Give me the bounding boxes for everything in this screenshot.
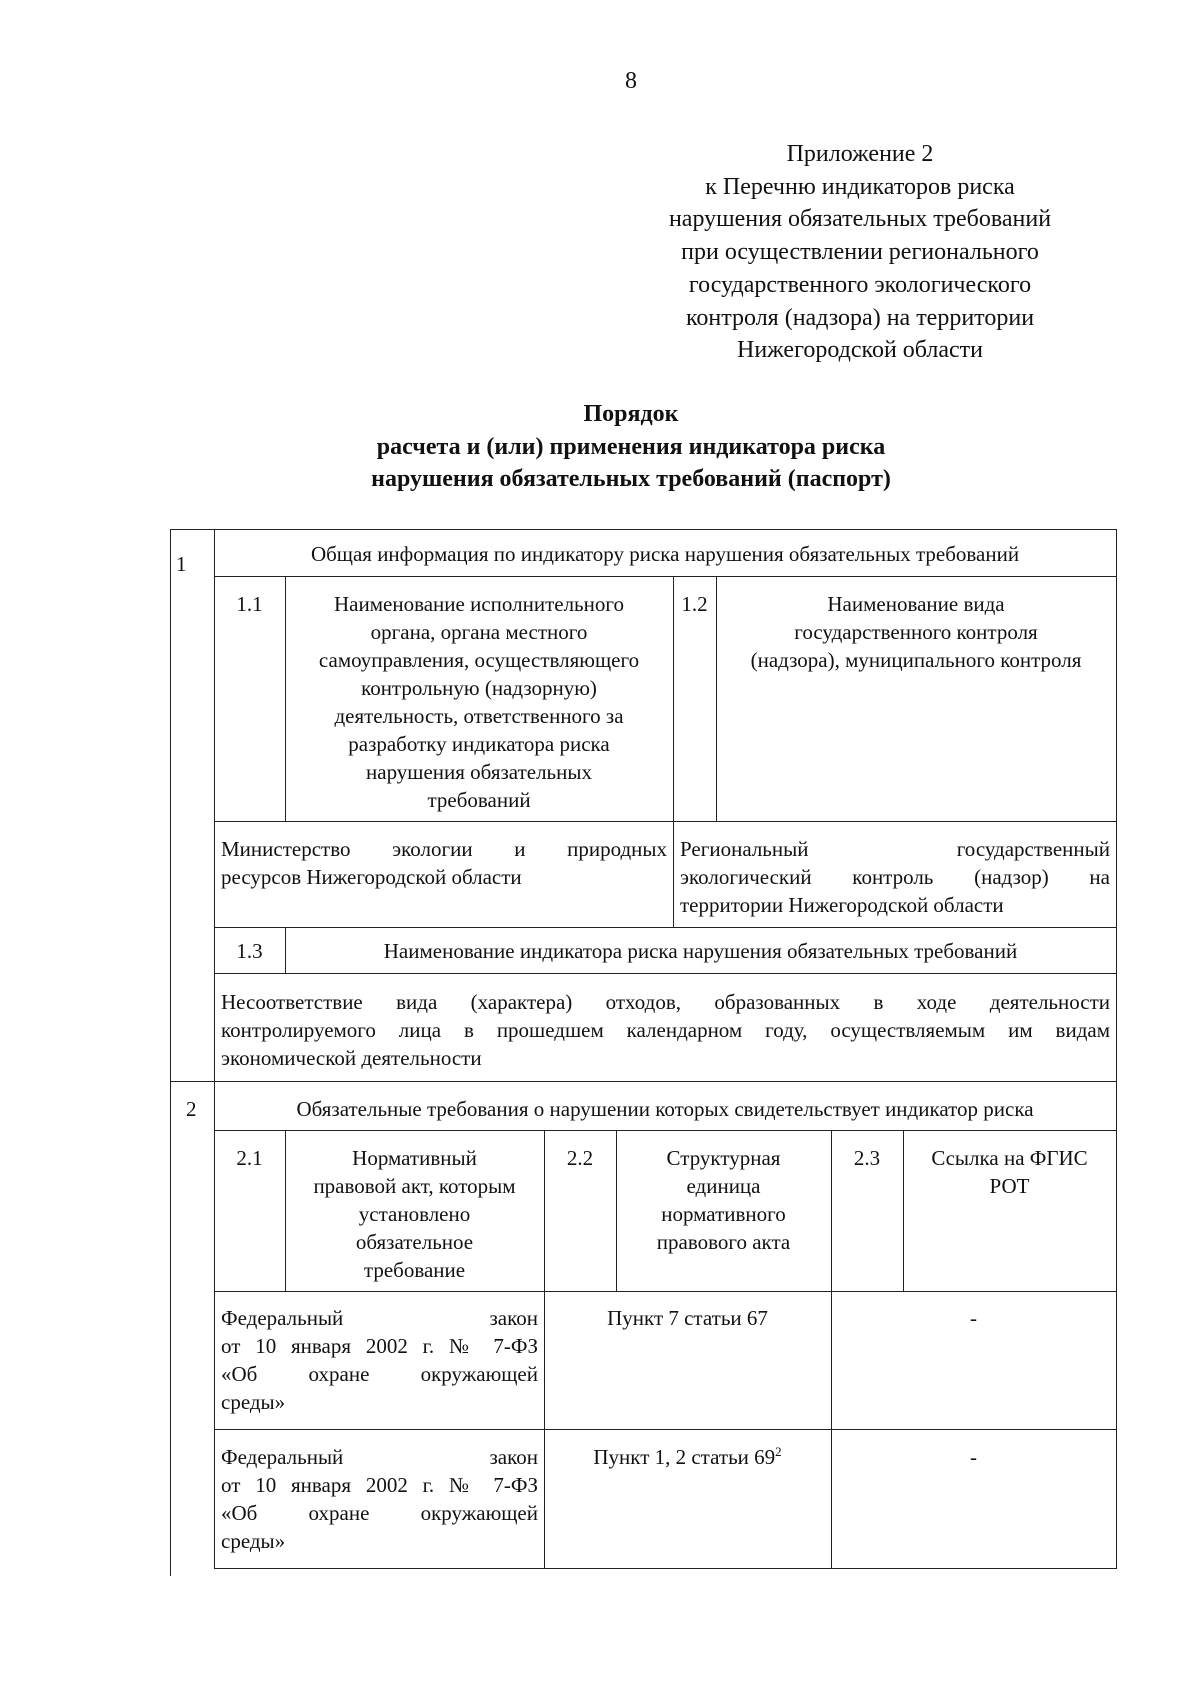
item-label bbox=[285, 590, 673, 814]
item-label: Наименование индикатора риска нарушения обязательных требований bbox=[383, 939, 1018, 963]
act-line: среды» bbox=[221, 1390, 286, 1414]
table-border bbox=[544, 1130, 545, 1568]
column-header bbox=[616, 1144, 831, 1256]
item-number: 1.3 bbox=[236, 939, 263, 963]
column-number: 2.1 bbox=[236, 1146, 263, 1170]
title-line: расчета и (или) применения индикатора риска bbox=[376, 433, 886, 460]
label-line: установлено bbox=[358, 1202, 471, 1226]
appendix-line: контроля (надзора) на территории bbox=[685, 304, 1035, 331]
table-border bbox=[170, 529, 171, 1576]
item-number: 1.2 bbox=[681, 592, 708, 616]
table-row-link: - bbox=[970, 1445, 977, 1469]
unit-text: Пункт 1, 2 статьи 69 bbox=[593, 1445, 776, 1469]
label-line: нарушения обязательных bbox=[366, 760, 592, 784]
title-line: Порядок bbox=[583, 401, 679, 427]
table-border bbox=[170, 529, 1116, 530]
table-row-link: - bbox=[970, 1306, 977, 1330]
act-line: среды» bbox=[221, 1529, 286, 1553]
table-border bbox=[214, 973, 1116, 974]
section-heading: Обязательные требования о нарушении которых свидетельствует индикатор риска bbox=[296, 1097, 1034, 1121]
act-line: «Об охране окружающей bbox=[221, 1501, 538, 1525]
item-value bbox=[221, 988, 1110, 1072]
appendix-line: при осуществлении регионального bbox=[681, 239, 1039, 266]
table-border bbox=[214, 821, 1116, 822]
appendix-line: Приложение 2 bbox=[786, 141, 934, 167]
table-row-act bbox=[221, 1304, 538, 1416]
column-header bbox=[903, 1144, 1116, 1200]
section-number: 1 bbox=[176, 552, 187, 576]
label-line: Наименование вида bbox=[827, 592, 1005, 616]
unit-text: Пункт 7 статьи 67 bbox=[607, 1306, 768, 1330]
table-border bbox=[831, 1130, 832, 1568]
label-line: деятельность, ответственного за bbox=[334, 704, 624, 728]
table-border bbox=[1116, 529, 1117, 1569]
value-line: экологический контроль (надзор) на bbox=[680, 865, 1110, 889]
label-line: органа, органа местного bbox=[370, 620, 588, 644]
section-number: 2 bbox=[186, 1097, 197, 1121]
column-header bbox=[285, 1144, 544, 1284]
label-line: РОТ bbox=[989, 1174, 1030, 1198]
label-line: самоуправления, осуществляющего bbox=[318, 648, 640, 672]
act-line: Федеральный закон bbox=[221, 1306, 538, 1330]
table-row-unit bbox=[544, 1443, 831, 1471]
appendix-line: нарушения обязательных требований bbox=[668, 206, 1052, 233]
act-line: от 10 января 2002 г. № 7-ФЗ bbox=[221, 1334, 538, 1358]
table-border bbox=[170, 1081, 1116, 1082]
item-value bbox=[221, 835, 667, 891]
unit-superscript: 2 bbox=[775, 1444, 782, 1459]
item-number: 1.1 bbox=[236, 592, 263, 616]
act-line: Федеральный закон bbox=[221, 1445, 538, 1469]
act-line: «Об охране окружающей bbox=[221, 1362, 538, 1386]
item-label bbox=[716, 590, 1116, 674]
label-line: (надзора), муниципального контроля bbox=[750, 648, 1082, 672]
table-row-act bbox=[221, 1443, 538, 1555]
section-heading: Общая информация по индикатору риска нарушения обязательных требований bbox=[310, 542, 1020, 566]
table-row-unit bbox=[544, 1304, 831, 1332]
label-line: нормативного bbox=[661, 1202, 786, 1226]
label-line: контрольную (надзорную) bbox=[361, 676, 597, 700]
table-border bbox=[214, 1130, 1116, 1131]
label-line: разработку индикатора риска bbox=[348, 732, 610, 756]
label-line: государственного контроля bbox=[794, 620, 1038, 644]
table-border bbox=[214, 529, 215, 1569]
page-number: 8 bbox=[625, 68, 637, 94]
table-border bbox=[214, 1291, 1116, 1292]
label-line: правового акта bbox=[656, 1230, 791, 1254]
table-border bbox=[214, 576, 1116, 577]
label-line: обязательное bbox=[355, 1230, 474, 1254]
appendix-line: государственного экологического bbox=[688, 271, 1032, 298]
appendix-line: Нижегородской области bbox=[736, 337, 984, 364]
value-line: Региональный государственный bbox=[680, 837, 1110, 861]
table-border bbox=[673, 576, 674, 927]
label-line: Структурная bbox=[666, 1146, 781, 1170]
appendix-note bbox=[600, 138, 1120, 367]
document-title bbox=[0, 398, 1200, 496]
label-line: Ссылка на ФГИС bbox=[931, 1146, 1088, 1170]
title-line: нарушения обязательных требований (паспорт) bbox=[371, 466, 891, 492]
label-line: Наименование исполнительного bbox=[334, 592, 624, 616]
value-line: Несоответствие вида (характера) отходов, образованных в ходе деятельности bbox=[221, 990, 1110, 1014]
label-line: единица bbox=[686, 1174, 761, 1198]
column-number: 2.2 bbox=[566, 1146, 594, 1170]
table-border bbox=[214, 927, 1116, 928]
column-number: 2.3 bbox=[853, 1146, 881, 1170]
label-line: правовой акт, которым bbox=[313, 1174, 516, 1198]
act-line: от 10 января 2002 г. № 7-ФЗ bbox=[221, 1473, 538, 1497]
label-line: требований bbox=[427, 788, 531, 812]
value-line: контролируемого лица в прошедшем календарном году, осуществляемым им видам bbox=[221, 1018, 1110, 1042]
value-line: ресурсов Нижегородской области bbox=[221, 865, 522, 889]
value-line: Министерство экологии и природных bbox=[221, 837, 667, 861]
value-line: экономической деятельности bbox=[221, 1046, 482, 1070]
value-line: территории Нижегородской области bbox=[680, 893, 1004, 917]
appendix-line: к Перечню индикаторов риска bbox=[705, 173, 1015, 200]
label-line: Нормативный bbox=[352, 1146, 477, 1170]
table-border bbox=[214, 1568, 1116, 1569]
label-line: требование bbox=[363, 1258, 466, 1282]
item-value bbox=[680, 835, 1110, 919]
table-border bbox=[214, 1429, 1116, 1430]
